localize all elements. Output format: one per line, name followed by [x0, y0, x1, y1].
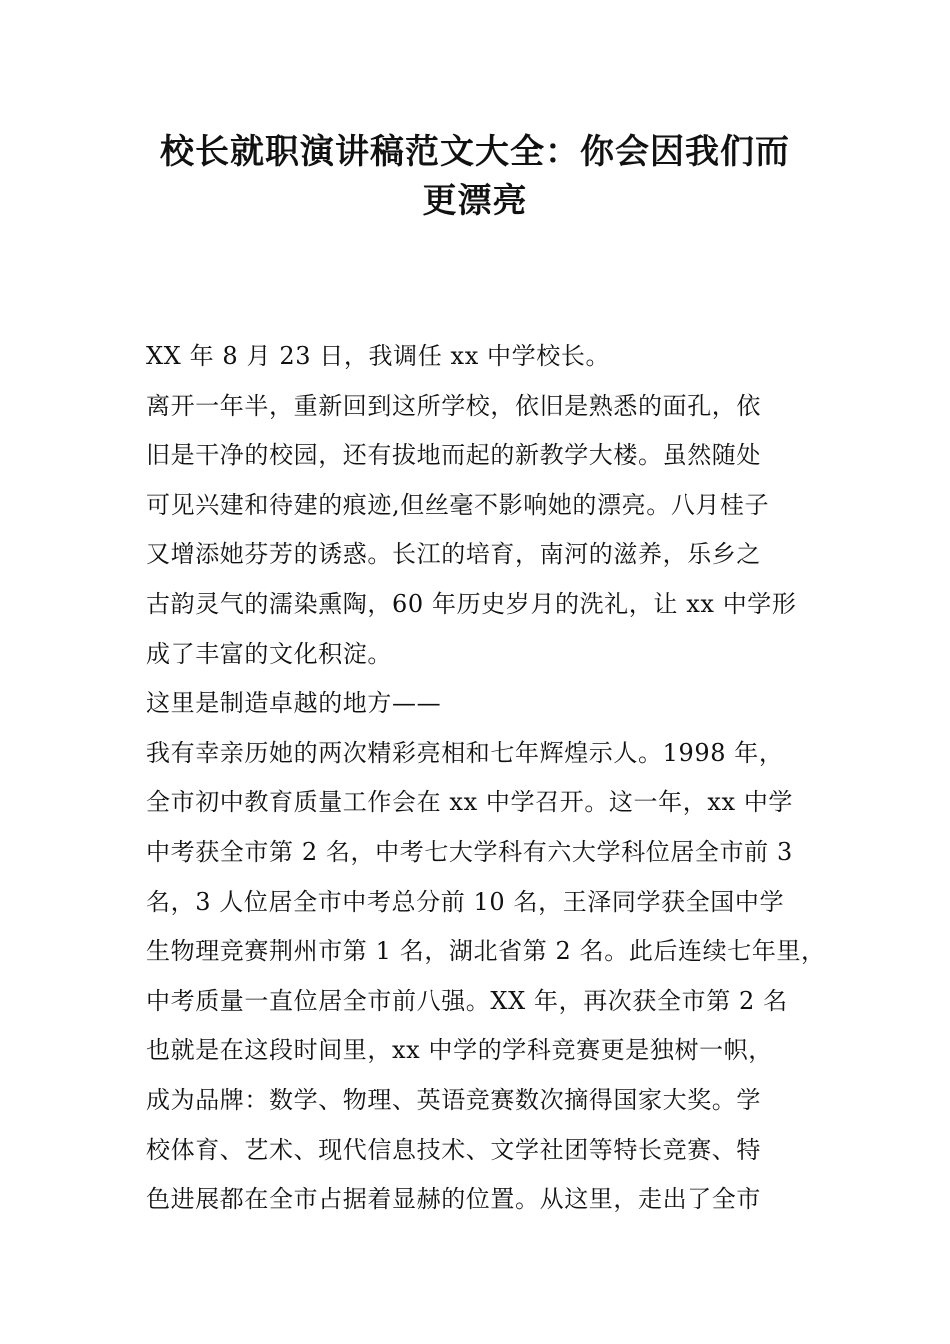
body-line: 中考质量一直位居全市前八强。XX 年，再次获全市第 2 名 — [146, 986, 788, 1015]
body-line: 校体育、艺术、现代信息技术、文学社团等特长竞赛、特 — [146, 1135, 761, 1164]
body-line: 又增添她芬芳的诱惑。长江的培育，南河的滋养，乐乡之 — [146, 540, 761, 569]
body-line: 可见兴建和待建的痕迹,但丝毫不影响她的漂亮。八月桂子 — [146, 490, 770, 519]
body-line: 全市初中教育质量工作会在 xx 中学召开。这一年，xx 中学 — [146, 788, 794, 817]
title-line-2: 更漂亮 — [422, 181, 528, 221]
body-line: 也就是在这段时间里，xx 中学的学科竞赛更是独树一帜， — [146, 1036, 773, 1065]
body-line: 名，3 人位居全市中考总分前 10 名，王泽同学获全国中学 — [146, 887, 785, 916]
title-line-1: 校长就职演讲稿范文大全：你会因我们而 — [160, 132, 790, 172]
body-line: 成了丰富的文化积淀。 — [146, 639, 392, 668]
document-body — [146, 332, 836, 1225]
body-line: 我有幸亲历她的两次精彩亮相和七年辉煌示人。1998 年， — [146, 738, 784, 767]
body-line: 离开一年半，重新回到这所学校，依旧是熟悉的面孔，依 — [146, 391, 761, 420]
body-line: 古韵灵气的濡染熏陶，60 年历史岁月的洗礼，让 xx 中学形 — [146, 589, 797, 618]
body-line: 生物理竞赛荆州市第 1 名，湖北省第 2 名。此后连续七年里， — [146, 937, 826, 966]
body-line: 旧是干净的校园，还有拔地而起的新教学大楼。虽然随处 — [146, 441, 761, 470]
body-line: 中考获全市第 2 名，中考七大学科有六大学科位居全市前 3 — [146, 837, 793, 866]
body-line: 色进展都在全市占据着显赫的位置。从这里，走出了全市 — [146, 1185, 761, 1214]
body-line: XX 年 8 月 23 日，我调任 xx 中学校长。 — [146, 342, 611, 370]
body-line: 成为品牌：数学、物理、英语竞赛数次摘得国家大奖。学 — [146, 1085, 761, 1114]
document-title — [120, 128, 830, 226]
body-line: 这里是制造卓越的地方—— — [146, 689, 442, 718]
